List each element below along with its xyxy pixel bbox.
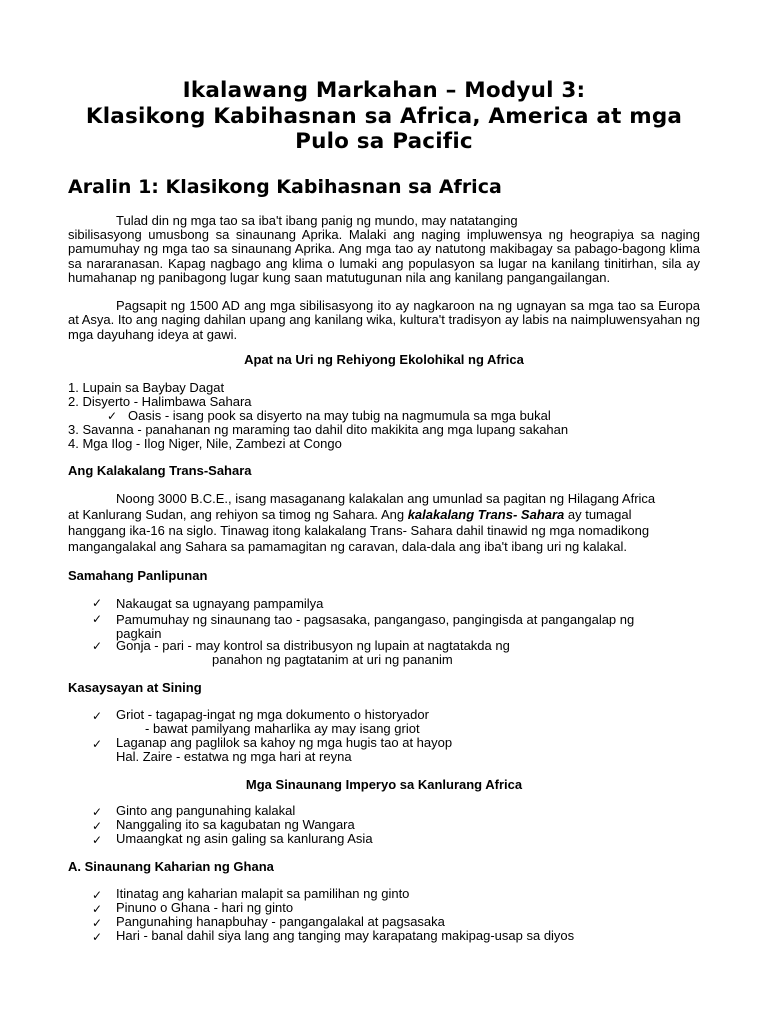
checkmark-icon: ✓ <box>92 930 103 944</box>
region-item-1: 1. Lupain sa Baybay Dagat <box>68 380 225 395</box>
kasaysayan-item-2-cont: Hal. Zaire - estatwa ng mga hari at reyna <box>116 749 352 764</box>
samahang-item-3-cont: panahon ng pagtatanim at uri ng pananim <box>212 652 453 667</box>
trans-sahara-term: kalakalang Trans- Sahara <box>407 507 565 522</box>
kasaysayan-heading: Kasaysayan at Sining <box>68 680 202 695</box>
region-item-2: 2. Disyerto - Halimbawa Sahara <box>68 394 252 409</box>
module-title-line1: Ikalawang Markahan – Modyul 3: <box>182 78 586 103</box>
checkmark-icon: ✓ <box>92 888 103 902</box>
module-title-line2: Klasikong Kabihasnan sa Africa, America at mga <box>85 104 683 129</box>
checkmark-icon: ✓ <box>92 819 103 833</box>
region-item-4: 4. Mga Ilog - Ilog Niger, Nile, Zambezi at Congo <box>68 436 342 451</box>
ghana-heading: A. Sinaunang Kaharian ng Ghana <box>68 859 274 874</box>
regions-heading: Apat na Uri ng Rehiyong Ekolohikal ng Africa <box>244 352 524 367</box>
region-subitem-oasis: Oasis - isang pook sa disyerto na may tubig na nagmumula sa mga bukal <box>128 408 551 423</box>
region-item-3: 3. Savanna - panahanan ng maraming tao dahil dito makikita ang mga lupang sakahan <box>68 422 569 437</box>
imperyo-item-2: Nanggaling ito sa kagubatan ng Wangara <box>116 817 355 832</box>
imperyo-item-3: Umaangkat ng asin galing sa kanlurang Asia <box>116 831 373 846</box>
kasaysayan-item-2: Laganap ang paglilok sa kahoy ng mga hugis tao at hayop <box>116 735 453 750</box>
checkmark-icon: ✓ <box>92 833 103 847</box>
trans-sahara-line3: hanggang ika-16 na siglo. Tinawag itong kalakalang Trans- Sahara dahil tinawid ng mga nomadikong <box>68 523 650 538</box>
checkmark-icon: ✓ <box>92 916 103 930</box>
checkmark-icon: ✓ <box>107 409 118 423</box>
kasaysayan-item-1-cont: - bawat pamilyang maharlika ay may isang griot <box>145 721 420 736</box>
ghana-item-3: Pangunahing hanapbuhay - pangangalakal at pagsasaka <box>116 914 445 929</box>
samahang-item-2-cont: pagkain <box>116 626 162 641</box>
checkmark-icon: ✓ <box>92 612 103 626</box>
samahang-item-2: Pamumuhay ng sinaunang tao - pagsasaka, pangangaso, pangingisda at pangangalap ng <box>116 612 635 627</box>
checkmark-icon: ✓ <box>92 709 103 723</box>
ghana-item-1: Itinatag ang kaharian malapit sa pamilihan ng ginto <box>116 886 410 901</box>
checkmark-icon: ✓ <box>92 902 103 916</box>
trans-sahara-line4: mangangalakal ang Sahara sa pamamagitan ng caravan, dala-dala ang iba't ibang uri ng kalakal. <box>68 539 627 554</box>
intro-paragraph1-body: sibilisasyong umusbong sa sinaunang Aprika. Malaki ang naging impluwensya ng heograpiya sa naging pamumuhay ng mga tao sa sinaunang Aprika. Ang mga tao ay natutong makibagay sa pabago-bagong klima sa nararanasan. Kapag nagbago ang klima o lumaki ang populasyon sa lugar na kanilang tinitirhan, sila ay humahanap ng panibagong lugar kung saan matutugunan nila ang kanilang pangangailangan. <box>68 227 700 285</box>
ghana-item-4: Hari - banal dahil siya lang ang tanging may karapatang makipag-usap sa diyos <box>116 928 575 943</box>
trans-sahara-line1: Noong 3000 B.C.E., isang masaganang kalakalan ang umunlad sa pagitan ng Hilagang Africa <box>116 491 656 506</box>
samahang-heading: Samahang Panlipunan <box>68 568 208 583</box>
samahang-item-1: Nakaugat sa ugnayang pampamilya <box>116 596 324 611</box>
checkmark-icon: ✓ <box>92 596 103 610</box>
trans-sahara-line2: at Kanlurang Sudan, ang rehiyon sa timog ng Sahara. Ang kalakalang Trans- Sahara ay tumagal <box>68 507 632 522</box>
intro-paragraph2: Pagsapit ng 1500 AD ang mga sibilisasyong ito ay nagkaroon na ng ugnayan sa mga tao sa Europa at Asya. Ito ang naging dahilan upang ang kanilang wika, kultura't tradisyon ay labis na naimpluwensyahan ng mga dayuhang ideya at gawi. <box>68 298 700 342</box>
lesson-heading: Aralin 1: Klasikong Kabihasnan sa Africa <box>68 176 502 198</box>
kasaysayan-item-1: Griot - tagapag-ingat ng mga dokumento o historyador <box>116 707 429 722</box>
samahang-item-3: Gonja - pari - may kontrol sa distribusyon ng lupain at nagtatakda ng <box>116 638 510 653</box>
intro-paragraph1-first-line: Tulad din ng mga tao sa iba't ibang panig ng mundo, may natatanging <box>116 213 518 228</box>
checkmark-icon: ✓ <box>92 737 103 751</box>
imperyo-item-1: Ginto ang pangunahing kalakal <box>116 803 296 818</box>
checkmark-icon: ✓ <box>92 805 103 819</box>
imperyo-heading: Mga Sinaunang Imperyo sa Kanlurang Africa <box>245 777 523 792</box>
checkmark-icon: ✓ <box>92 639 103 653</box>
ghana-item-2: Pinuno o Ghana - hari ng ginto <box>116 900 294 915</box>
trans-sahara-heading: Ang Kalakalang Trans-Sahara <box>68 463 252 478</box>
module-title-line3: Pulo sa Pacific <box>295 129 473 154</box>
